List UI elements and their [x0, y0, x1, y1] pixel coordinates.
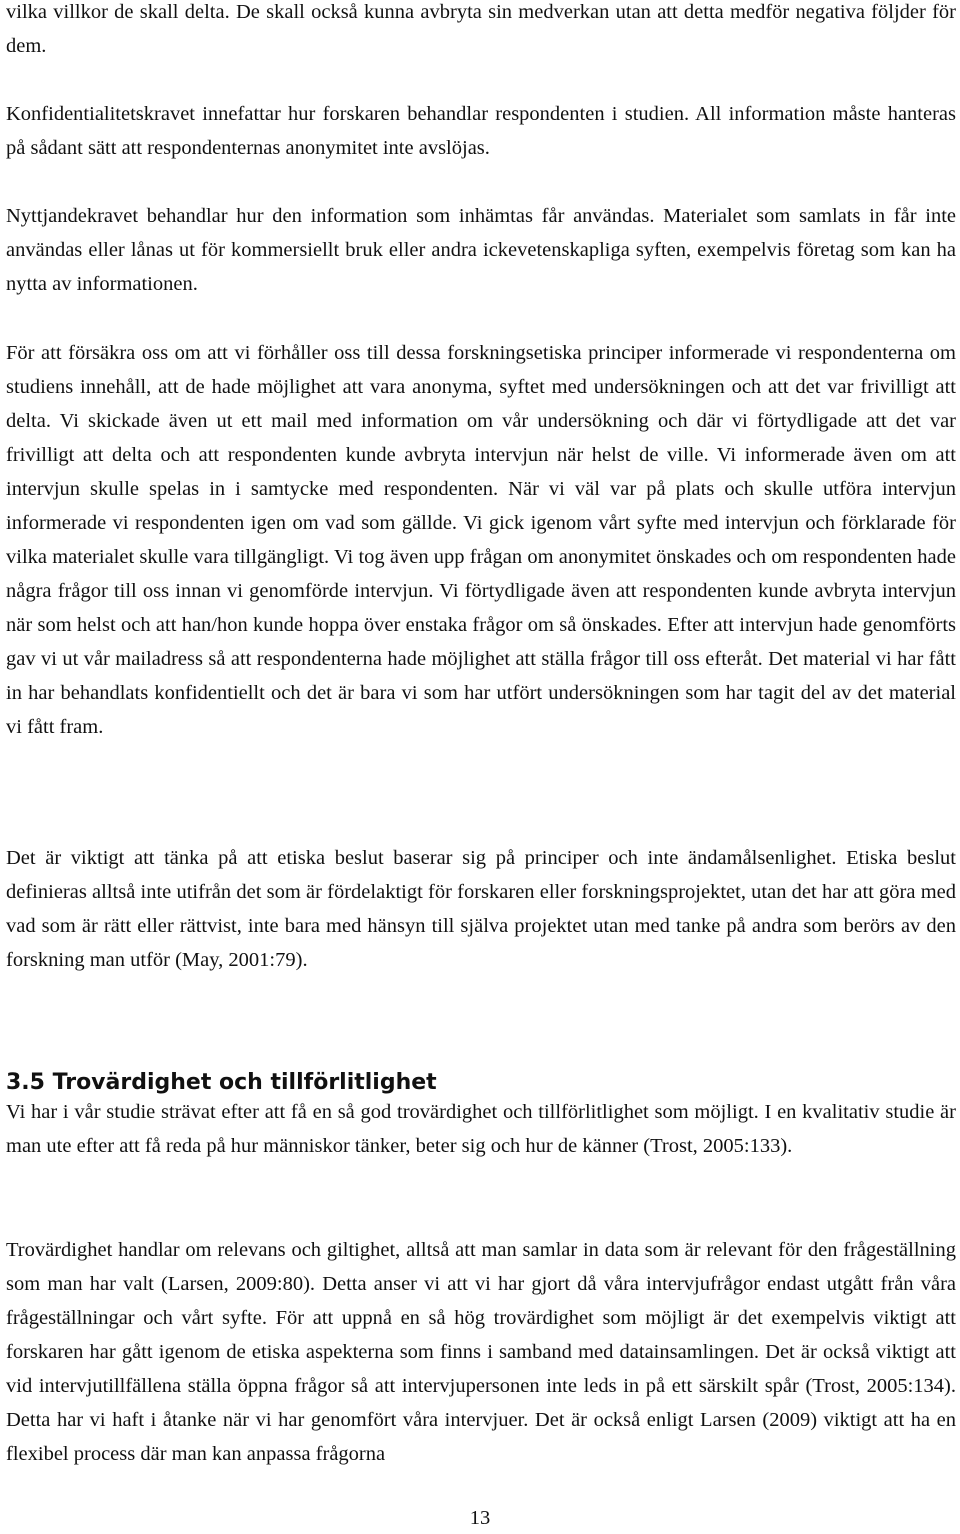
section-heading: 3.5 Trovärdighet och tillförlitlighet	[6, 1070, 437, 1095]
paragraph-confidentiality: Konfidentialitetskravet innefattar hur forskaren behandlar respondenten i studien. All information måste hanteras på sådant sätt att respondenternas anonymitet inte avslöjas.	[6, 103, 956, 159]
paragraph-usage-requirement: Nyttjandekravet behandlar hur den information som inhämtas får användas. Materialet som samlats in får inte användas eller lånas ut för kommersiellt bruk eller andra ickevetenskapliga syften, exempelvis företag som kan ha nytta av informationen.	[6, 205, 956, 295]
paragraph-ethical-decisions: Det är viktigt att tänka på att etiska beslut baserar sig på principer och inte ändamålsenlighet. Etiska beslut definieras alltså inte utifrån det som är fördelaktigt för forskaren eller forskningsprojektet, utan det har att göra med vad som är rätt eller rättvist, inte bara med hänsyn till själva projektet utan med tanke på andra som berörs av den forskning man utför (May, 2001:79).	[6, 847, 956, 971]
paragraph-participation-conditions: vilka villkor de skall delta. De skall också kunna avbryta sin medverkan utan att detta medför negativa följder för dem.	[6, 1, 956, 57]
paragraph-credibility-intro: Vi har i vår studie strävat efter att få en så god trovärdighet och tillförlitlighet som möjligt. I en kvalitativ studie är man ute efter att få reda på hur människor tänker, beter sig och hur de känner (Trost, 2005:133).	[6, 1101, 956, 1157]
page-number: 13	[469, 1507, 491, 1529]
paragraph-credibility-relevance: Trovärdighet handlar om relevans och giltighet, alltså att man samlar in data som är relevant för den frågeställning som man har valt (Larsen, 2009:80). Detta anser vi att vi har gjort då våra intervjufrågor endast utgått från våra frågeställningar och vårt syfte. För att uppnå en så hög trovärdighet som möjligt är det exempelvis viktigt att forskaren har gått igenom de etiska aspekterna som finns i samband med datainsamlingen. Det är också viktigt att vid intervjutillfällena ställa öppna frågor så att intervjupersonen inte leds in på ett särskilt spår (Trost, 2005:134). Detta har vi haft i åtanke när vi har genomfört våra intervjuer. Det är också enligt Larsen (2009) viktigt att ha en flexibel process där man kan anpassa frågorna	[6, 1239, 956, 1465]
paragraph-ethics-procedure: För att försäkra oss om att vi förhåller oss till dessa forskningsetiska principer informerade vi respondenterna om studiens innehåll, att de hade möjlighet att vara anonyma, syftet med undersökningen och att det var frivilligt att delta. Vi skickade även ut ett mail med information om vår undersökning och där vi förtydligade att det var frivilligt att delta och att respondenten kunde avbryta intervjun när helst de ville. Vi informerade även om att intervjun skulle spelas in i samtycke med respondenten. När vi väl var på plats och skulle utföra intervjun informerade vi respondenten igen om vad som gällde. Vi gick igenom vårt syfte med intervjun och förklarade för vilka materialet skulle vara tillgängligt. Vi tog även upp frågan om anonymitet önskades och om respondenten hade några frågor till oss innan vi genomförde intervjun. Vi förtydligade även att respondenten kunde avbryta intervjun när som helst och att han/hon kunde hoppa över enstaka frågor om så önskades. Efter att intervjun hade genomförts gav vi ut vår mailadress så att respondenterna hade möjlighet att ställa frågor till oss efteråt. Det material vi har fått in har behandlats konfidentiellt och det är bara vi som har utfört undersökningen som har tagit del av det material vi fått fram.	[6, 342, 956, 738]
